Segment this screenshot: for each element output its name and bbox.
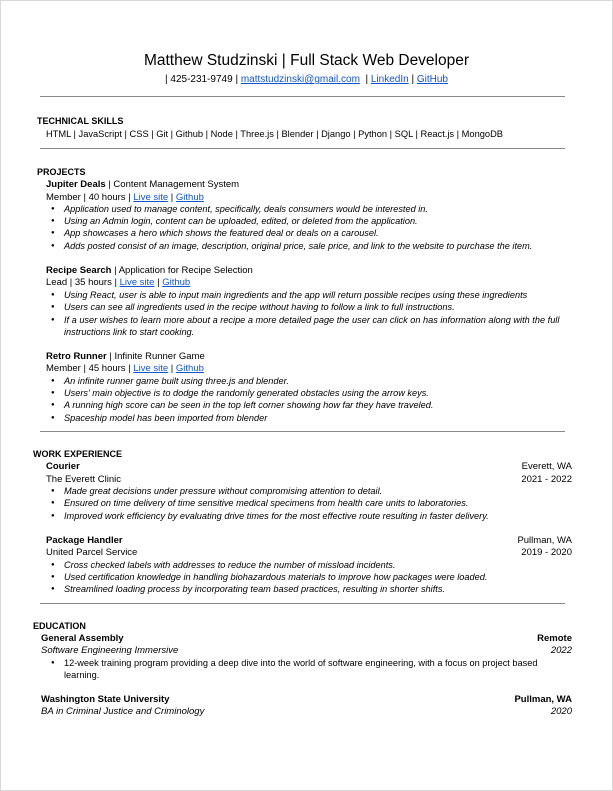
project-meta-text: Lead | 35 hours |: [46, 277, 120, 288]
project-meta: [46, 277, 190, 288]
live-site-link[interactable]: Live site: [119, 277, 155, 288]
bullet-item: ● Cross checked labels with addresses to reduce the number of missload incidents.: [64, 559, 395, 571]
job-company: The Everett Clinic: [46, 474, 121, 485]
link-separator: |: [154, 277, 163, 288]
project-meta: [46, 363, 204, 374]
linkedin-link[interactable]: LinkedIn: [370, 74, 409, 85]
project-title: [46, 265, 253, 276]
bullet-item: ● Using React, user is able to input main ingredients and the app will return possible recipes using these ingredients: [64, 289, 527, 301]
project-title: [46, 179, 239, 190]
project-name: Retro Runner: [46, 351, 107, 362]
school-name: Washington State University: [41, 694, 170, 705]
project-title: [46, 351, 205, 362]
bullet-item: ● Adds posted consist of an image, description, original price, sale price, and link to the website to purchase the item.: [64, 240, 532, 252]
bullet-item: ● Users can see all ingredients used in the recipe without having to follow a link to full instructions.: [64, 301, 455, 313]
bullet-item: ● Improved work efficiency by evaluating drive times for the most effective route resulting in faster delivery.: [64, 510, 489, 522]
job-dates: 2021 - 2022: [521, 474, 572, 485]
project-subtitle: | Infinite Runner Game: [106, 351, 205, 362]
live-site-link[interactable]: Live site: [133, 192, 169, 203]
section-heading-projects: PROJECTS: [37, 167, 86, 177]
link-separator: |: [168, 192, 176, 203]
job-role: Package Handler: [46, 535, 123, 546]
project-meta: [46, 192, 204, 203]
job-location: Pullman, WA: [517, 535, 572, 546]
section-heading-education: EDUCATION: [33, 621, 86, 631]
email-link[interactable]: mattstudzinski@gmail.com: [240, 74, 360, 85]
skills-list: HTML | JavaScript | CSS | Git | Github | Node | Three.js | Blender | Django | Python | SQL | React.js | MongoDB: [46, 129, 503, 139]
phone-number: | 425-231-9749 |: [165, 74, 239, 85]
school-year: 2020: [550, 706, 572, 717]
bullet-item: ● If a user wishes to learn more about a recipe a more detailed page the user can click on has information along with the full instructions link to start cooking.: [64, 314, 574, 339]
divider: [40, 431, 565, 432]
project-meta-text: Member | 40 hours |: [46, 192, 134, 203]
job-role: Courier: [46, 461, 80, 472]
job-company: United Parcel Service: [46, 547, 138, 558]
job-dates: 2019 - 2020: [521, 547, 572, 558]
bullet-item: ● Used certification knowledge in handling biohazardous materials to improve how packages were loaded.: [64, 571, 487, 583]
bullet-item: ● Spaceship model has been imported from blender: [64, 412, 267, 424]
bullet-item: ● Streamlined loading process by incorporating team based practices, resulting in shorter shifts.: [64, 583, 445, 595]
bullet-item: ● Users' main objective is to dodge the randomly generated obstacles using the arrow keys.: [64, 387, 429, 399]
school-location: Remote: [537, 633, 572, 644]
section-heading-work: WORK EXPERIENCE: [33, 449, 123, 459]
school-program: Software Engineering Immersive: [41, 645, 179, 656]
project-name: Jupiter Deals: [46, 179, 106, 190]
bullet-item: ● App showcases a hero which shows the featured deal or deals on a carousel.: [64, 227, 379, 239]
school-location: Pullman, WA: [514, 694, 572, 705]
contact-separator: |: [365, 74, 369, 85]
school-name: General Assembly: [41, 633, 124, 644]
section-heading-skills: TECHNICAL SKILLS: [37, 116, 124, 126]
bullet-item: ● A running high score can be seen in the top left corner showing how far they have traveled.: [64, 399, 433, 411]
bullet-item: ● Application used to manage content, specifically, deals consumers would be interested in.: [64, 203, 428, 215]
divider: [40, 96, 565, 97]
bullet-item: ● Made great decisions under pressure without compromising attention to detail.: [64, 485, 382, 497]
bullet-item: ● 12-week training program providing a deep dive into the world of software engineering, with a focus on project based learning.: [64, 657, 564, 682]
project-meta-text: Member | 45 hours |: [46, 363, 134, 374]
bullet-item: ● Ensured on time delivery of time sensitive medical specimens from health care units to laboratories.: [64, 497, 468, 509]
github-link[interactable]: Github: [162, 277, 191, 288]
contact-line: [0, 74, 613, 85]
live-site-link[interactable]: Live site: [133, 363, 169, 374]
github-link[interactable]: Github: [175, 363, 204, 374]
divider: [40, 148, 565, 149]
contact-separator: |: [411, 74, 415, 85]
school-program: BA in Criminal Justice and Criminology: [41, 706, 205, 717]
divider: [40, 603, 565, 604]
github-link[interactable]: GitHub: [416, 74, 448, 85]
github-link[interactable]: Github: [175, 192, 204, 203]
project-name: Recipe Search: [46, 265, 112, 276]
page-title: Matthew Studzinski | Full Stack Web Developer: [143, 52, 470, 69]
school-year: 2022: [550, 645, 572, 656]
project-subtitle: | Content Management System: [105, 179, 240, 190]
bullet-item: ● Using an Admin login, content can be uploaded, edited, or deleted from the application.: [64, 215, 418, 227]
link-separator: |: [168, 363, 176, 374]
bullet-item: ● An infinite runner game built using three.js and blender.: [64, 375, 289, 387]
job-location: Everett, WA: [521, 461, 572, 472]
project-subtitle: | Application for Recipe Selection: [111, 265, 253, 276]
